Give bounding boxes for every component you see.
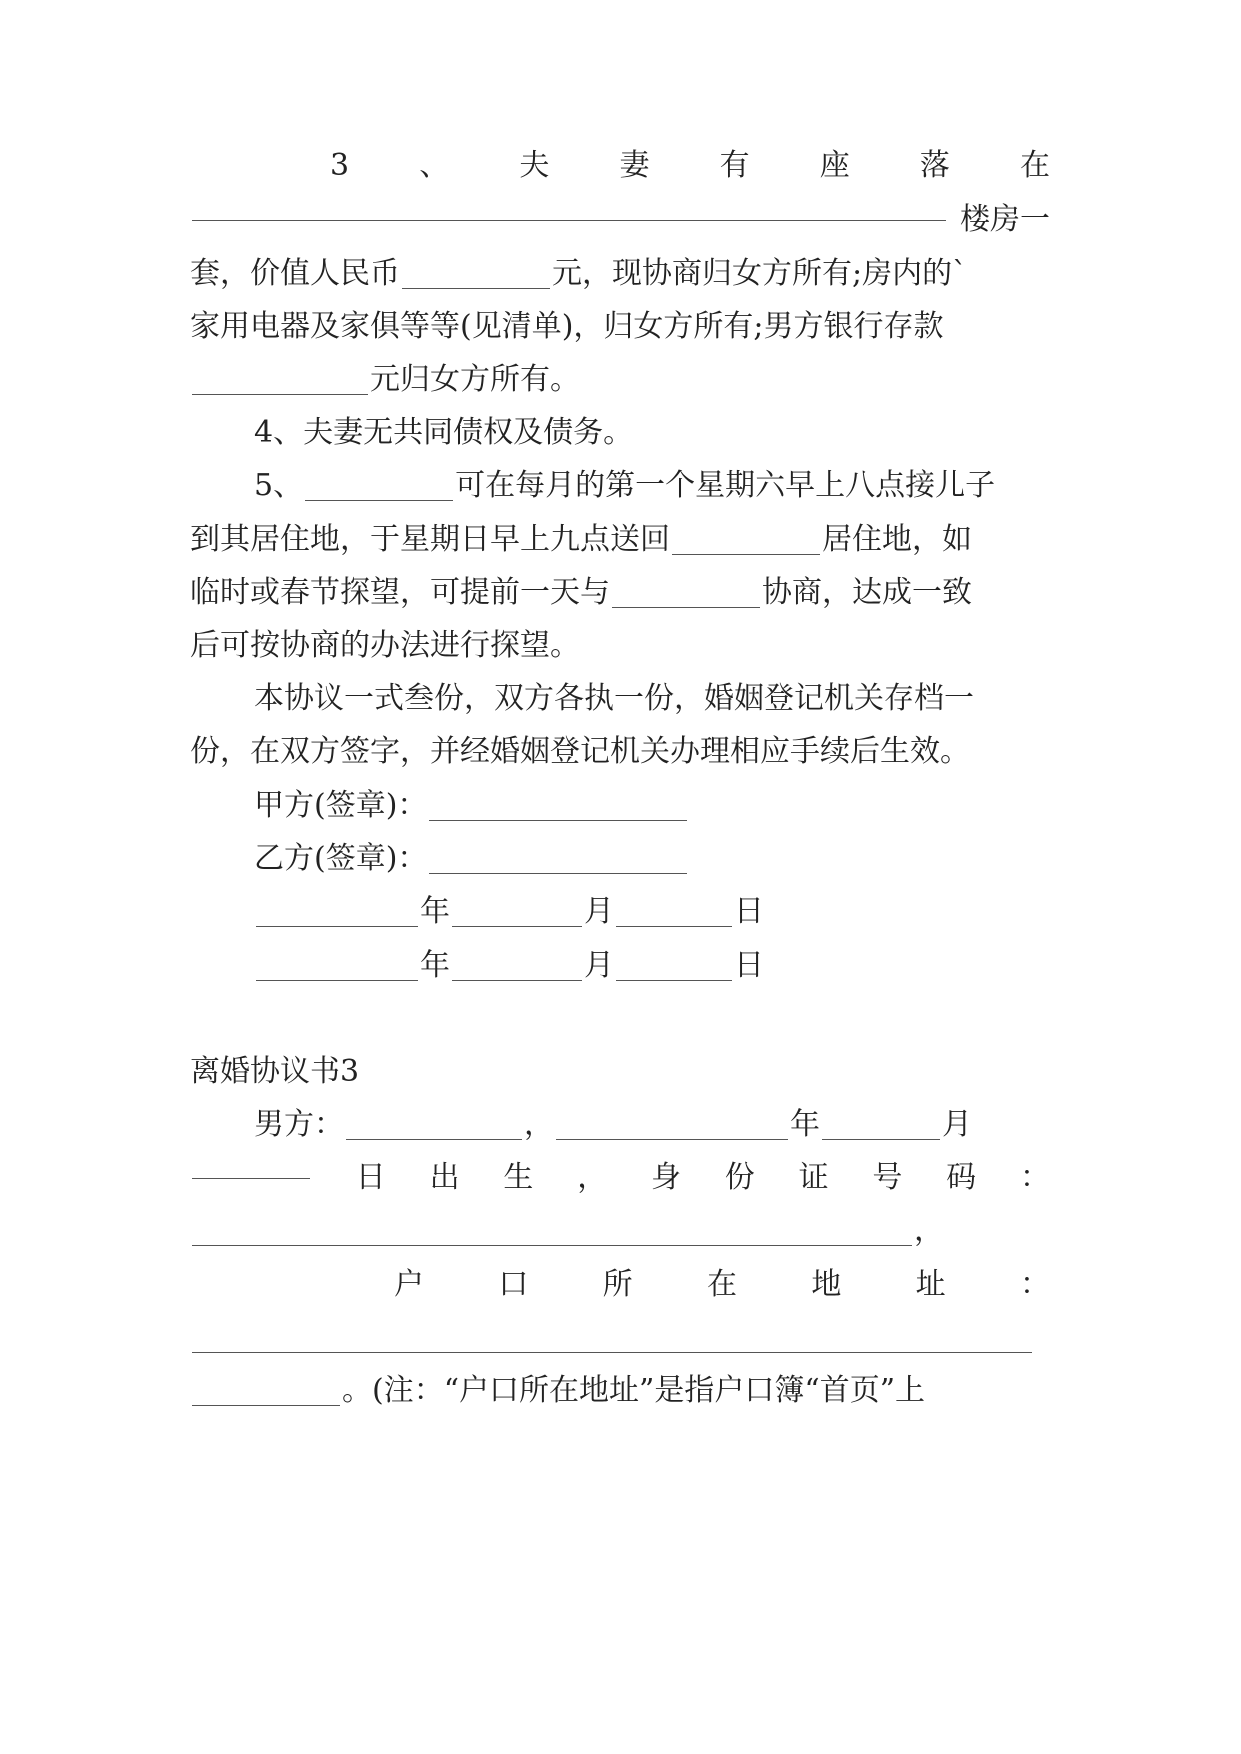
male-label: 男方： [254, 1107, 344, 1142]
clause3-line2 [190, 191, 1050, 249]
birth-char: 证 [798, 1160, 829, 1195]
clause3-building-text: 楼房一 [960, 202, 1050, 237]
clause5-number: 5、 [254, 468, 304, 503]
birth-month-label: 月 [942, 1107, 972, 1142]
birth-char: ， [577, 1160, 608, 1195]
return-blank[interactable] [672, 553, 820, 555]
agreement-text: 本协议一式叁份，双方各执一份，婚姻登记机关存档一 [254, 681, 974, 716]
month-blank[interactable] [452, 979, 582, 981]
date-line [254, 937, 1050, 995]
clause3-char: 落 [919, 148, 950, 183]
clause3-char: 有 [719, 148, 750, 183]
month-blank[interactable] [452, 925, 582, 927]
agreement-line1 [254, 670, 1050, 728]
clause5-line4 [190, 617, 1050, 675]
clause3-line1 [330, 137, 1050, 195]
birth-id-line [190, 1149, 1050, 1207]
male-name-blank[interactable] [346, 1138, 522, 1140]
agreement-line2 [190, 723, 1070, 781]
year-label: 年 [420, 948, 450, 983]
id-comma: ， [914, 1213, 944, 1248]
birth-month-blank[interactable] [822, 1138, 940, 1140]
clause3-char: 在 [1019, 148, 1050, 183]
clause5-text: 协商，达成一致 [762, 575, 972, 610]
note-line [190, 1362, 1050, 1420]
clause3-appliances-text: 家用电器及家俱等等(见清单)，归女方所有;男方银行存款 [190, 309, 944, 344]
clause5-text: 居住地，如 [822, 522, 972, 557]
day-label: 日 [734, 894, 764, 929]
birth-char: 号 [872, 1160, 903, 1195]
clause5-line3 [190, 564, 1050, 622]
clause5-text: 临时或春节探望，可提前一天与 [190, 575, 610, 610]
day-blank[interactable] [616, 925, 732, 927]
male-info-line [254, 1096, 1050, 1154]
clause3-value-text: 套，价值人民币 [190, 256, 400, 291]
birth-char: 出 [429, 1160, 460, 1195]
address-char: 口 [498, 1267, 529, 1302]
address-char: 在 [706, 1267, 737, 1302]
party-a-label: 甲方(签章)： [254, 788, 428, 823]
year-label: 年 [420, 894, 450, 929]
clause4-text: 4、夫妻无共同债权及债务。 [254, 415, 634, 450]
clause5-line2 [190, 511, 1050, 569]
clause5-text: 可在每月的第一个星期六早上八点接儿子 [455, 468, 996, 503]
id-number-blank[interactable] [192, 1244, 912, 1246]
party-a-signature [254, 777, 1050, 835]
value-blank[interactable] [402, 287, 550, 289]
clause5-text: 后可按协商的办法进行探望。 [190, 628, 580, 663]
party-a-signature-blank[interactable] [429, 819, 687, 821]
address-char: ： [1019, 1267, 1050, 1302]
address-char: 所 [602, 1267, 633, 1302]
birth-char: ： [1019, 1160, 1050, 1195]
address-char: 户 [394, 1267, 424, 1302]
clause4-line [254, 404, 1050, 462]
deposit-blank[interactable] [192, 393, 368, 395]
address-blank-end[interactable] [192, 1404, 340, 1406]
consult-blank[interactable] [612, 606, 760, 608]
clause3-char: 夫 [519, 148, 550, 183]
male-comma: ， [524, 1107, 554, 1142]
birth-day-blank[interactable] [192, 1177, 310, 1179]
year-blank[interactable] [256, 979, 418, 981]
party-b-label: 乙方(签章)： [254, 841, 428, 876]
location-blank[interactable] [192, 219, 946, 221]
clause3-char: 妻 [619, 148, 650, 183]
birth-char: 身 [650, 1160, 681, 1195]
agreement-text: 份，在双方签字，并经婚姻登记机关办理相应手续后生效。 [190, 734, 970, 769]
birth-year-label: 年 [790, 1107, 820, 1142]
birth-char: 日 [355, 1160, 386, 1195]
section-title-text: 离婚协议书3 [190, 1054, 360, 1089]
date-line [254, 883, 1050, 941]
note-text: 。(注：“户口所在地址”是指户口簿“首页”上 [342, 1373, 926, 1408]
address-blank-line [190, 1309, 1050, 1367]
address-label-line [394, 1256, 1050, 1314]
party-b-signature-blank[interactable] [429, 872, 687, 874]
clause3-assign-text: 元，现协商归女方所有;房内的` [552, 256, 968, 291]
visitor-blank[interactable] [305, 499, 453, 501]
day-blank[interactable] [616, 979, 732, 981]
clause3-char: 座 [819, 148, 850, 183]
birth-year-blank[interactable] [556, 1138, 788, 1140]
month-label: 月 [584, 948, 614, 983]
clause3-deposit-text: 元归女方所有。 [370, 362, 580, 397]
clause3-separator: 、 [419, 148, 450, 183]
clause5-line1 [254, 457, 1050, 515]
month-label: 月 [584, 894, 614, 929]
address-char: 址 [915, 1267, 946, 1302]
birth-char: 生 [503, 1160, 534, 1195]
birth-char: 码 [946, 1160, 977, 1195]
day-label: 日 [734, 948, 764, 983]
address-blank[interactable] [192, 1351, 1032, 1353]
address-char: 地 [811, 1267, 842, 1302]
year-blank[interactable] [256, 925, 418, 927]
birth-char: 份 [724, 1160, 755, 1195]
clause3-line5 [190, 351, 1050, 409]
clause3-line4 [190, 298, 1050, 356]
clause3-line3 [190, 245, 1050, 303]
party-b-signature [254, 830, 1050, 888]
id-number-line [190, 1202, 1050, 1260]
clause5-text: 到其居住地，于星期日早上九点送回 [190, 522, 670, 557]
clause3-number: 3 [330, 148, 350, 183]
section-title [190, 1043, 1050, 1101]
